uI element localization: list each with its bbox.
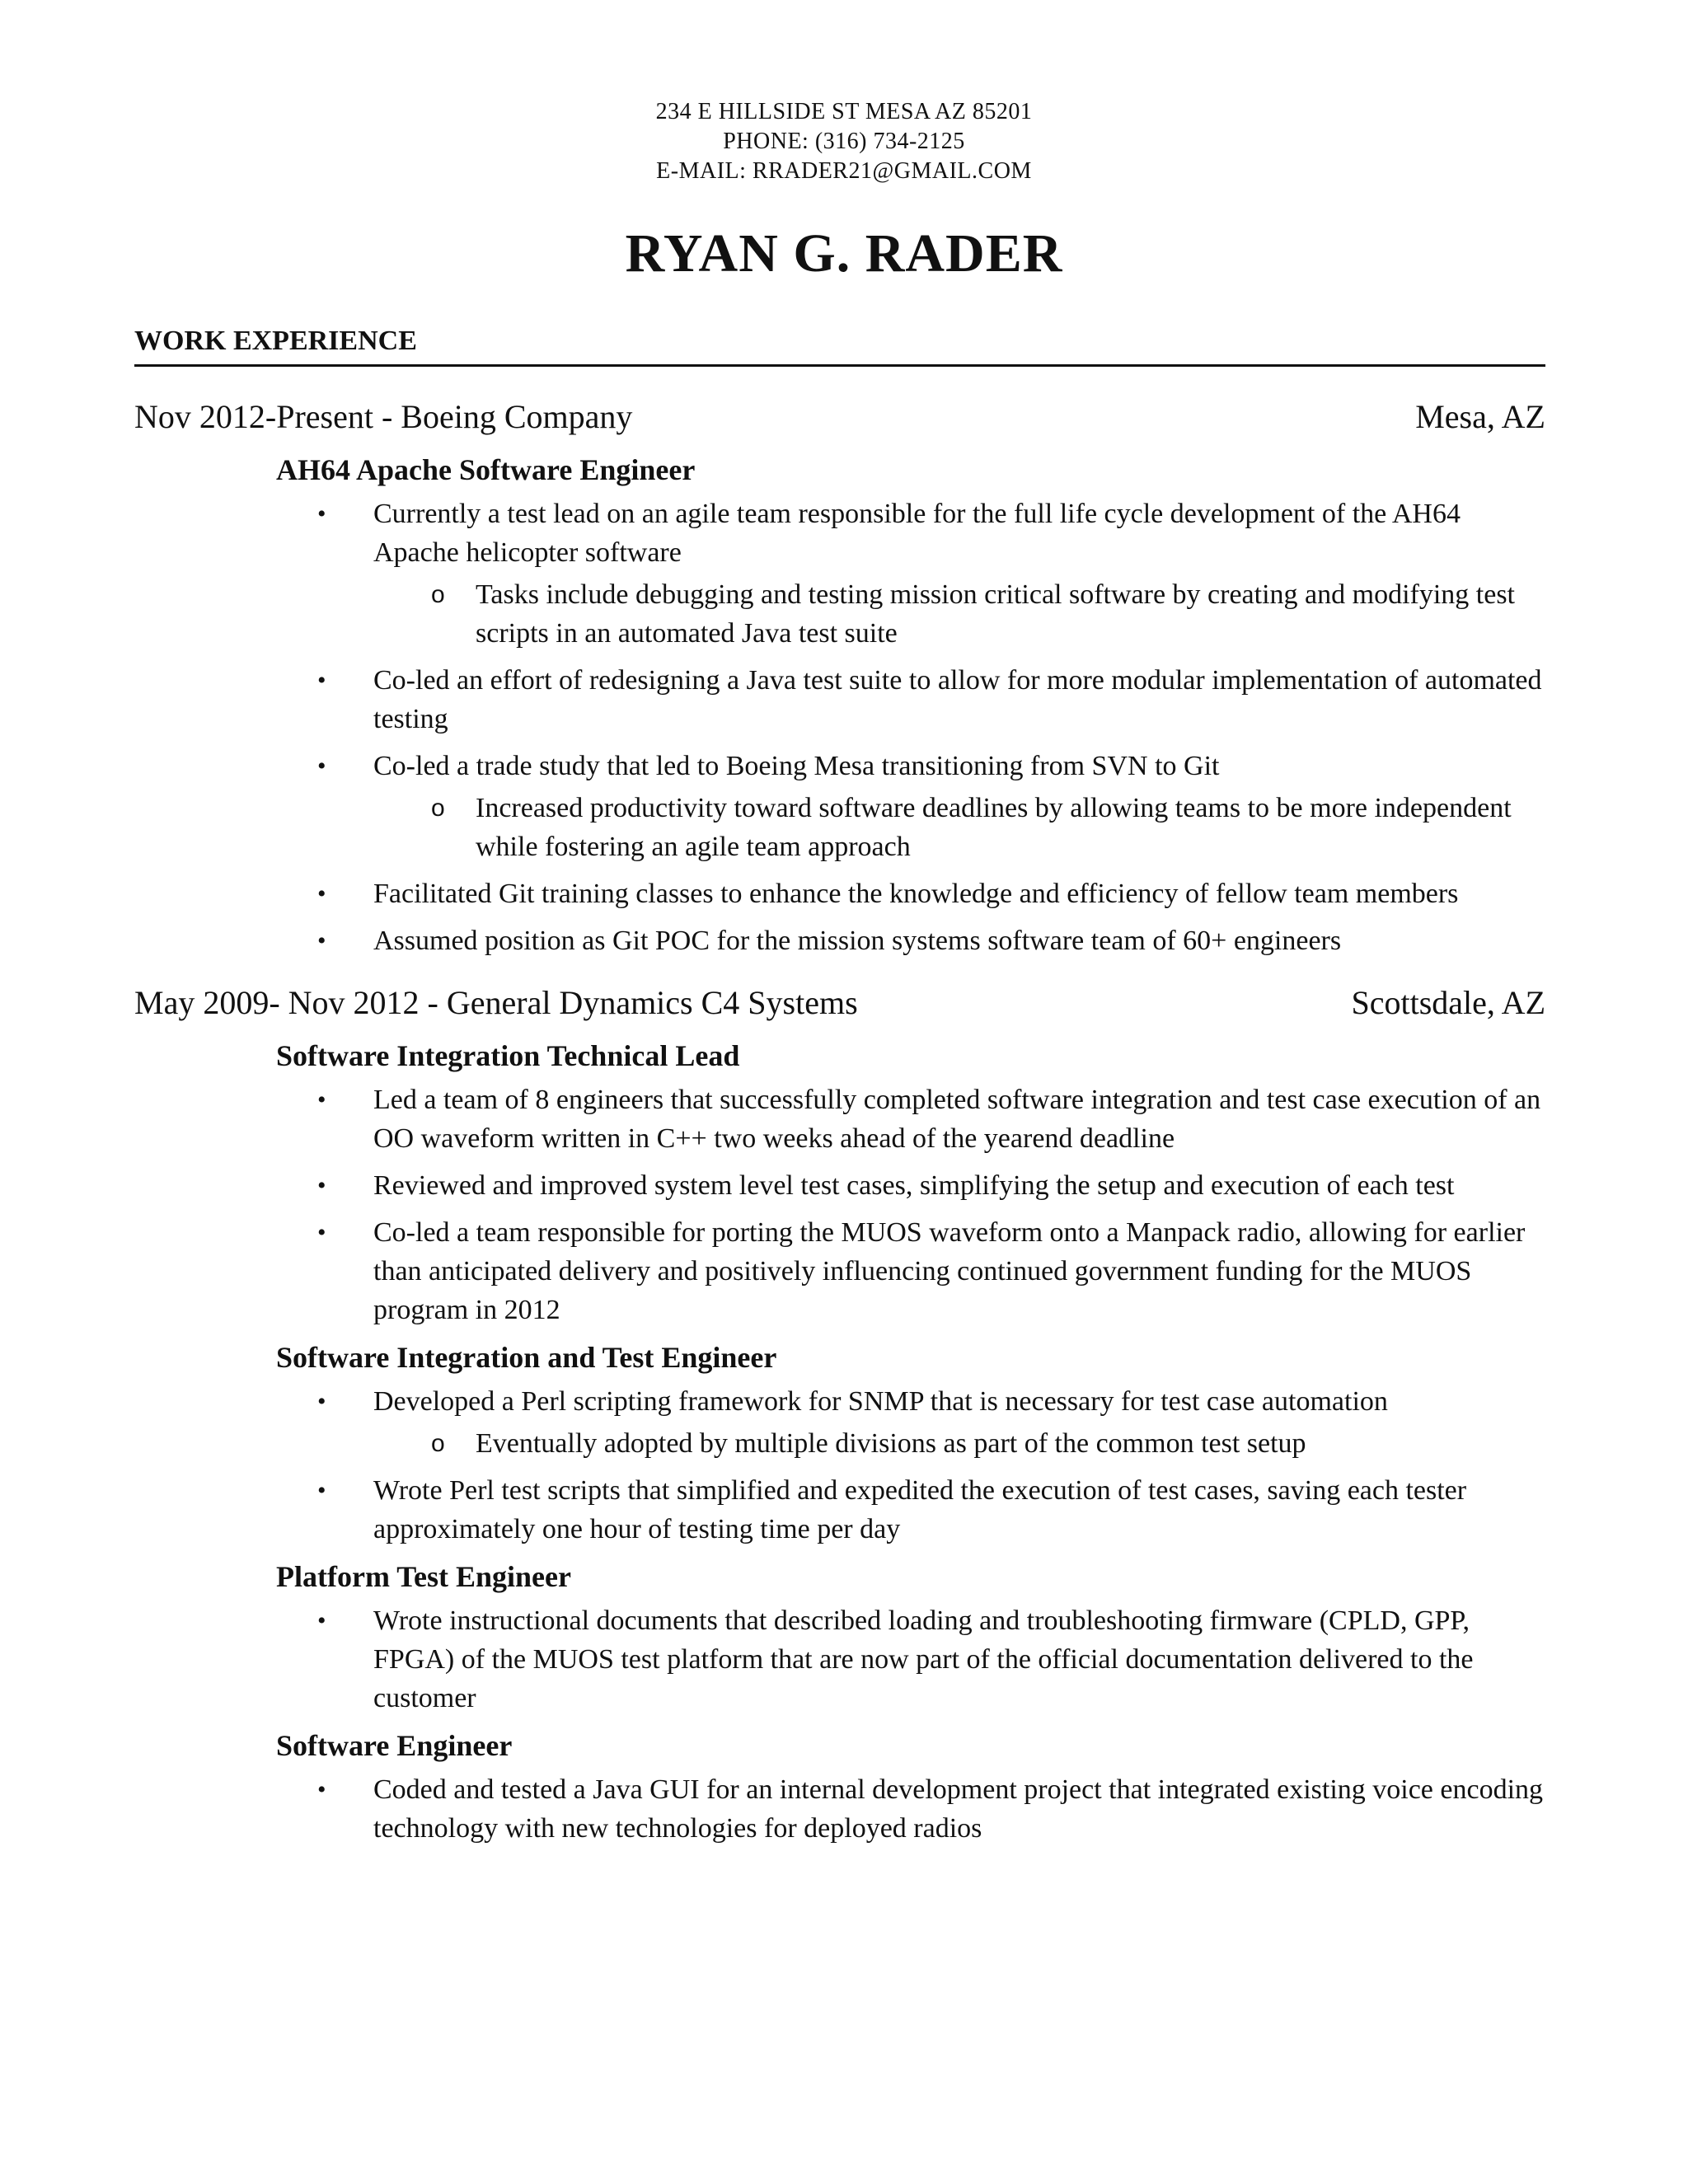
- role-title: AH64 Apache Software Engineer: [276, 453, 696, 486]
- bullet-icon: •: [317, 667, 326, 694]
- job-header: [134, 980, 1545, 1026]
- job-dates-company: May 2009- Nov 2012 - General Dynamics C4 Systems: [134, 984, 858, 1021]
- bullet-text: Wrote Perl test scripts that simplified and expedited the execution of test cases, saving each tester approximately one hour of testing time per day: [373, 1475, 1467, 1544]
- work-experience-content: [134, 394, 1545, 1856]
- role-title: Software Integration and Test Engineer: [276, 1341, 777, 1374]
- job-spacer: [134, 968, 1545, 980]
- job-entry: [134, 394, 1545, 960]
- bullet-text: Wrote instructional documents that described loading and troubleshooting firmware (CPLD, GPP, FPGA) of the MUOS test platform that are now part of the official documentation delivered to the customer: [373, 1605, 1474, 1713]
- list-item: [134, 921, 1545, 960]
- sub-bullet-icon: o: [431, 794, 445, 822]
- sub-bullet-icon: o: [431, 1430, 445, 1457]
- contact-phone: PHONE: (316) 734-2125: [723, 129, 965, 154]
- sub-bullet-icon: o: [431, 581, 445, 608]
- bullet-text: Led a team of 8 engineers that successfully completed software integration and test case execution of an OO waveform written in C++ two weeks ahead of the yearend deadline: [373, 1085, 1541, 1154]
- sub-bullet-list: [373, 575, 1545, 653]
- bullet-text: Co-led a team responsible for porting the MUOS waveform onto a Manpack radio, allowing for earlier than anticipated delivery and positively influencing continued government funding for the MUOS program in 2012: [373, 1217, 1526, 1325]
- sub-bullet-list: [373, 1424, 1545, 1463]
- bullet-list: [134, 494, 1545, 960]
- sub-list-item: [373, 575, 1545, 653]
- list-item: [134, 1382, 1545, 1463]
- bullet-list: [134, 1080, 1545, 1329]
- bullet-icon: •: [317, 927, 326, 954]
- list-item: [134, 494, 1545, 653]
- sub-list-item: [373, 1424, 1545, 1463]
- list-item: [134, 1080, 1545, 1158]
- sub-list-item: [373, 789, 1545, 866]
- bullet-text: Coded and tested a Java GUI for an internal development project that integrated existing voice encoding technology with new technologies for deployed radios: [373, 1774, 1544, 1844]
- contact-address: 234 E HILLSIDE ST MESA AZ 85201: [655, 99, 1033, 124]
- bullet-text: Assumed position as Git POC for the mission systems software team of 60+ engineers: [373, 926, 1342, 956]
- list-item: [134, 1601, 1545, 1718]
- list-item: [134, 1471, 1545, 1549]
- bullet-icon: •: [317, 1219, 326, 1246]
- bullet-icon: •: [317, 1607, 326, 1634]
- section-heading-work-experience: WORK EXPERIENCE: [134, 323, 1545, 367]
- sub-bullet-list: [373, 789, 1545, 866]
- list-item: [134, 747, 1545, 866]
- bullet-icon: •: [317, 1477, 326, 1504]
- bullet-list: [134, 1382, 1545, 1549]
- role-title: Software Engineer: [276, 1729, 513, 1762]
- job-location: Scottsdale, AZ: [1351, 984, 1545, 1021]
- candidate-name: RYAN G. RADER: [625, 223, 1063, 284]
- list-item: [134, 1166, 1545, 1205]
- bullet-text: Facilitated Git training classes to enhance the knowledge and efficiency of fellow team members: [373, 879, 1459, 909]
- list-item: [134, 874, 1545, 913]
- role-title: Software Integration Technical Lead: [276, 1039, 740, 1072]
- job-location: Mesa, AZ: [1415, 398, 1545, 435]
- sub-bullet-text: Eventually adopted by multiple divisions as part of the common test setup: [476, 1428, 1306, 1459]
- list-item: [134, 1770, 1545, 1848]
- bullet-icon: •: [317, 1776, 326, 1803]
- list-item: [134, 661, 1545, 738]
- contact-email: E-MAIL: RRADER21@GMAIL.COM: [656, 158, 1032, 184]
- job-dates-company: Nov 2012-Present - Boeing Company: [134, 398, 633, 435]
- bullet-list: [134, 1770, 1545, 1848]
- list-item: [134, 1213, 1545, 1329]
- bullet-text: Co-led an effort of redesigning a Java test suite to allow for more modular implementation of automated testing: [373, 665, 1542, 734]
- bullet-text: Currently a test lead on an agile team responsible for the full life cycle development of the AH64 Apache helicopter software: [373, 499, 1461, 568]
- bullet-icon: •: [317, 880, 326, 907]
- sub-bullet-text: Increased productivity toward software deadlines by allowing teams to be more independent while fostering an agile team approach: [476, 793, 1512, 862]
- bullet-text: Reviewed and improved system level test cases, simplifying the setup and execution of each test: [373, 1170, 1455, 1201]
- bullet-icon: •: [317, 1388, 326, 1415]
- bullet-text: Co-led a trade study that led to Boeing Mesa transitioning from SVN to Git: [373, 751, 1220, 781]
- bullet-text: Developed a Perl scripting framework for SNMP that is necessary for test case automation: [373, 1386, 1388, 1417]
- bullet-icon: •: [317, 1086, 326, 1113]
- contact-block: [0, 97, 1688, 186]
- job-entry: [134, 980, 1545, 1848]
- bullet-icon: •: [317, 500, 326, 527]
- bullet-icon: •: [317, 752, 326, 780]
- bullet-list: [134, 1601, 1545, 1718]
- role-title: Platform Test Engineer: [276, 1560, 571, 1593]
- job-header: [134, 394, 1545, 440]
- sub-bullet-text: Tasks include debugging and testing mission critical software by creating and modifying test scripts in an automated Java test suite: [476, 579, 1516, 649]
- bullet-icon: •: [317, 1172, 326, 1199]
